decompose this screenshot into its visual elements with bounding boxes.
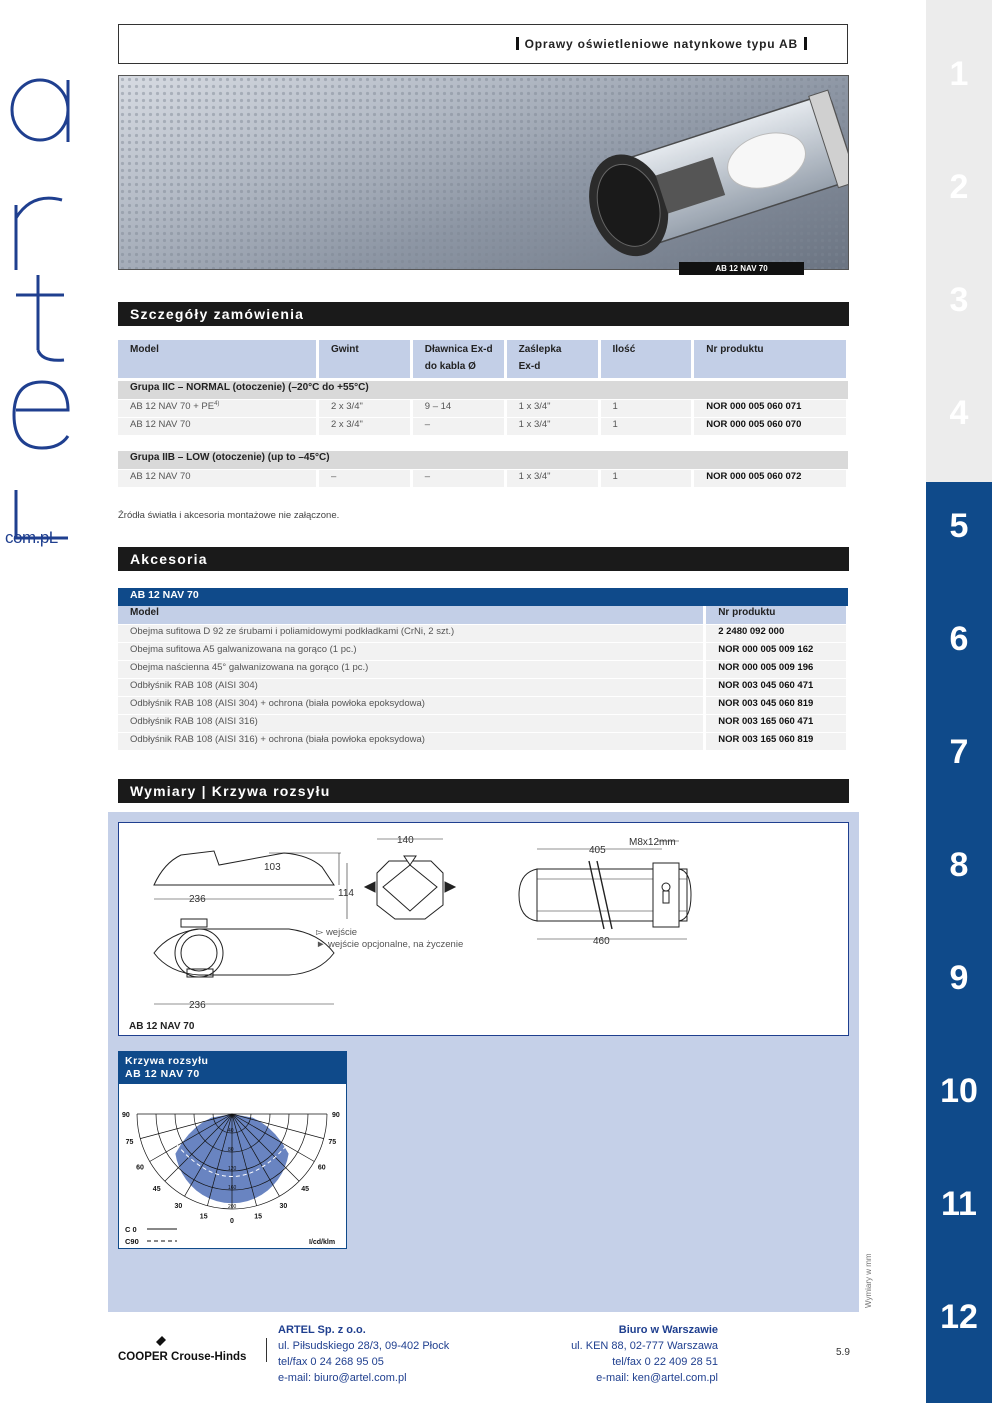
- footer-contact-main: [278, 1322, 449, 1386]
- footer-office-phone: tel/fax 0 22 409 28 51: [612, 1356, 718, 1368]
- order-group-row: [118, 451, 848, 470]
- polar-angle-label: 15: [199, 1213, 208, 1221]
- order-group-title: Grupa IIC – NORMAL (otoczenie) (–20°C do +55°C): [118, 381, 848, 400]
- table-row: [118, 400, 848, 418]
- dim-460: 460: [593, 936, 610, 947]
- footer-phone: tel/fax 0 24 268 95 05: [278, 1356, 384, 1368]
- accessory-product-number: NOR 003 165 060 819: [705, 733, 848, 751]
- polar-angle-label: 75: [328, 1139, 337, 1147]
- footer-company: ARTEL Sp. z o.o.: [278, 1324, 366, 1336]
- chapter-tab-7[interactable]: 7: [949, 733, 969, 771]
- footer-office-address: ul. KEN 88, 02-777 Warszawa: [571, 1340, 718, 1352]
- table-row: [118, 661, 848, 679]
- footer-separator: [266, 1338, 267, 1362]
- accessory-name: Obejma sufitowa A5 galwanizowana na gorąco (1 pc.): [118, 643, 705, 661]
- accessory-name: Obejma sufitowa D 92 ze śrubami i poliamidowymi podkładkami (CrNi, 2 szt.): [118, 625, 705, 643]
- page-header: [118, 24, 848, 64]
- accessories-header-row: [118, 606, 848, 625]
- cooper-logo: [118, 1336, 258, 1366]
- accessories-subtitle-row: [118, 588, 848, 606]
- section-order-title: Szczegóły zamówienia: [118, 302, 849, 326]
- legend-optional-entry: ► wejście opcjonalne, na życzenie: [316, 939, 464, 950]
- accessory-name: Odbłyśnik RAB 108 (AISI 304) + ochrona (biała powłoka epoksydowa): [118, 697, 705, 715]
- order-group-title: Grupa IIB – LOW (otoczenie) (up to –45°C): [118, 451, 848, 470]
- order-group-row: [118, 381, 848, 400]
- dim-405: 405: [589, 845, 606, 856]
- order-model: AB 12 NAV $70 + PE^{4)}$: [118, 400, 317, 418]
- accessory-product-number: 2 2480 092 000: [705, 625, 848, 643]
- order-qty: 1: [599, 470, 693, 488]
- polar-angle-label: 45: [152, 1186, 161, 1194]
- table-row: [118, 418, 848, 436]
- drawing-legend: [316, 927, 463, 951]
- accessories-subtitle: AB 12 NAV 70: [118, 588, 848, 606]
- page-number: 5.9: [836, 1347, 850, 1358]
- chapter-tab-12[interactable]: 12: [940, 1298, 978, 1336]
- footer-office: Biuro w Warszawie: [618, 1324, 718, 1336]
- order-product-number: NOR 000 005 060 072: [693, 470, 848, 488]
- table-row: [118, 715, 848, 733]
- order-thread: 2 x 3/4": [317, 400, 411, 418]
- accessory-product-number: NOR 003 045 060 471: [705, 679, 848, 697]
- table-row: [118, 470, 848, 488]
- drawing-model-label: AB 12 NAV 70: [129, 1021, 195, 1032]
- light-distribution-curve: [118, 1051, 347, 1249]
- order-header-row: [118, 340, 848, 378]
- polar-angle-label: 45: [301, 1186, 309, 1194]
- polar-angle-label: 60: [317, 1164, 326, 1172]
- legend-c90: C90: [125, 1237, 139, 1246]
- accessory-product-number: NOR 003 165 060 471: [705, 715, 848, 733]
- order-col-header: Nr produktu: [693, 340, 848, 378]
- footer-address: ul. Piłsudskiego 28/3, 09-402 Płock: [278, 1340, 450, 1352]
- polar-angle-label: 30: [174, 1202, 183, 1210]
- order-product-number: NOR 000 005 060 070: [693, 418, 848, 436]
- group-spacer: [118, 435, 848, 451]
- legend-c0: C 0: [125, 1225, 137, 1234]
- order-model: AB 12 NAV 70: [118, 418, 317, 436]
- polar-angle-label: 60: [136, 1164, 144, 1172]
- curve-title: Krzywa rozsyłu: [125, 1055, 209, 1067]
- order-col-header: Model: [118, 340, 317, 378]
- order-qty: 1: [599, 400, 693, 418]
- polar-angle-label: 15: [254, 1213, 262, 1221]
- product-photo: [118, 75, 849, 270]
- chapter-tab-2[interactable]: 2: [949, 168, 969, 206]
- accessory-name: Odbłyśnik RAB 108 (AISI 304): [118, 679, 705, 697]
- order-col-header: Gwint: [317, 340, 411, 378]
- table-row: [118, 643, 848, 661]
- table-row: [118, 733, 848, 751]
- polar-angle-label: 30: [279, 1202, 288, 1210]
- artel-logo: [2, 70, 74, 540]
- accessories-col-header: Nr produktu: [705, 606, 848, 625]
- polar-radial-label: 160: [228, 1185, 237, 1191]
- order-plug: 1 x 3/4": [505, 400, 599, 418]
- dim-236-top: 236: [189, 894, 206, 905]
- order-note: Źródła światła i akcesoria montażowe nie załączone.: [118, 510, 340, 521]
- accessories-table: [118, 588, 849, 750]
- order-gland: –: [411, 418, 505, 436]
- table-row: [118, 625, 848, 643]
- chapter-tab-3[interactable]: 3: [949, 281, 969, 319]
- footer-contact-warsaw: [530, 1322, 718, 1386]
- chapter-tab-4[interactable]: 4: [949, 394, 969, 432]
- polar-radial-label: 40: [228, 1128, 234, 1134]
- order-product-number: NOR 000 005 060 071: [693, 400, 848, 418]
- section-dimensions-title: Wymiary | Krzywa rozsyłu: [118, 779, 849, 803]
- order-plug: 1 x 3/4": [505, 418, 599, 436]
- accessory-product-number: NOR 000 005 009 162: [705, 643, 848, 661]
- dim-140: 140: [397, 835, 414, 846]
- polar-angle-label: 90: [122, 1112, 130, 1119]
- polar-angle-zero: 0: [230, 1218, 234, 1225]
- dim-103: 103: [264, 862, 281, 873]
- order-col-header: Ilość: [599, 340, 693, 378]
- units-note: Wymiary w mm: [864, 1253, 873, 1308]
- dim-114: 114: [338, 888, 354, 899]
- chapter-tab-1[interactable]: 1: [949, 55, 969, 93]
- chapter-tab-11[interactable]: 11: [941, 1185, 977, 1223]
- polar-diagram: [119, 1084, 346, 1248]
- luminaire-image: [119, 76, 849, 270]
- chapter-index: [926, 0, 992, 1403]
- dim-screw: M8x12mm: [629, 837, 676, 848]
- order-gland: –: [411, 470, 505, 488]
- chapter-tab-9[interactable]: 9: [949, 959, 969, 997]
- order-col-header: Zaślepka Ex-d: [505, 340, 599, 378]
- footer-brand: COOPER Crouse-Hinds: [118, 1351, 247, 1363]
- order-thread: –: [317, 470, 411, 488]
- footer-office-email: e-mail: ken@artel.com.pl: [596, 1372, 718, 1384]
- dimension-drawing: [118, 822, 849, 1036]
- accessory-product-number: NOR 000 005 009 196: [705, 661, 848, 679]
- polar-radial-label: 200: [228, 1204, 237, 1210]
- legend-entry: ▻ wejście: [316, 927, 358, 938]
- order-model: AB 12 NAV 70: [118, 470, 317, 488]
- accessory-name: Obejma naścienna 45° galwanizowana na gorąco (1 pc.): [118, 661, 705, 679]
- table-row: [118, 679, 848, 697]
- polar-angle-label: 75: [125, 1139, 134, 1147]
- order-gland: 9 – 14: [411, 400, 505, 418]
- order-thread: 2 x 3/4": [317, 418, 411, 436]
- section-accessories-title: Akcesoria: [118, 547, 849, 571]
- technical-drawing: [119, 823, 848, 1035]
- polar-radial-label: 80: [228, 1147, 234, 1153]
- chapter-tab-6[interactable]: 6: [949, 620, 969, 658]
- footer-email: e-mail: biuro@artel.com.pl: [278, 1372, 407, 1384]
- order-table: [118, 340, 849, 487]
- polar-radial-label: 120: [228, 1166, 237, 1172]
- curve-unit: I/cd/klm: [309, 1239, 336, 1246]
- accessories-col-header: Model: [118, 606, 705, 625]
- chapter-tab-5[interactable]: 5: [949, 507, 969, 545]
- accessory-name: Odbłyśnik RAB 108 (AISI 316) + ochrona (biała powłoka epoksydowa): [118, 733, 705, 751]
- table-row: [118, 697, 848, 715]
- dim-236-bottom: 236: [189, 1000, 206, 1011]
- order-plug: 1 x 3/4": [505, 470, 599, 488]
- order-qty: 1: [599, 418, 693, 436]
- curve-model: AB 12 NAV 70: [125, 1068, 200, 1080]
- page-title: Oprawy oświetleniowe natynkowe typu AB: [524, 37, 798, 51]
- photo-caption: AB 12 NAV 70: [679, 262, 804, 275]
- accessory-name: Odbłyśnik RAB 108 (AISI 316): [118, 715, 705, 733]
- brand-domain: com.pL: [5, 528, 58, 547]
- chapter-tab-8[interactable]: 8: [949, 846, 969, 884]
- chapter-tab-10[interactable]: 10: [940, 1072, 978, 1110]
- order-col-header: Dławnica Ex-d do kabla Ø: [411, 340, 505, 378]
- polar-angle-label: 90: [332, 1112, 340, 1119]
- accessory-product-number: NOR 003 045 060 819: [705, 697, 848, 715]
